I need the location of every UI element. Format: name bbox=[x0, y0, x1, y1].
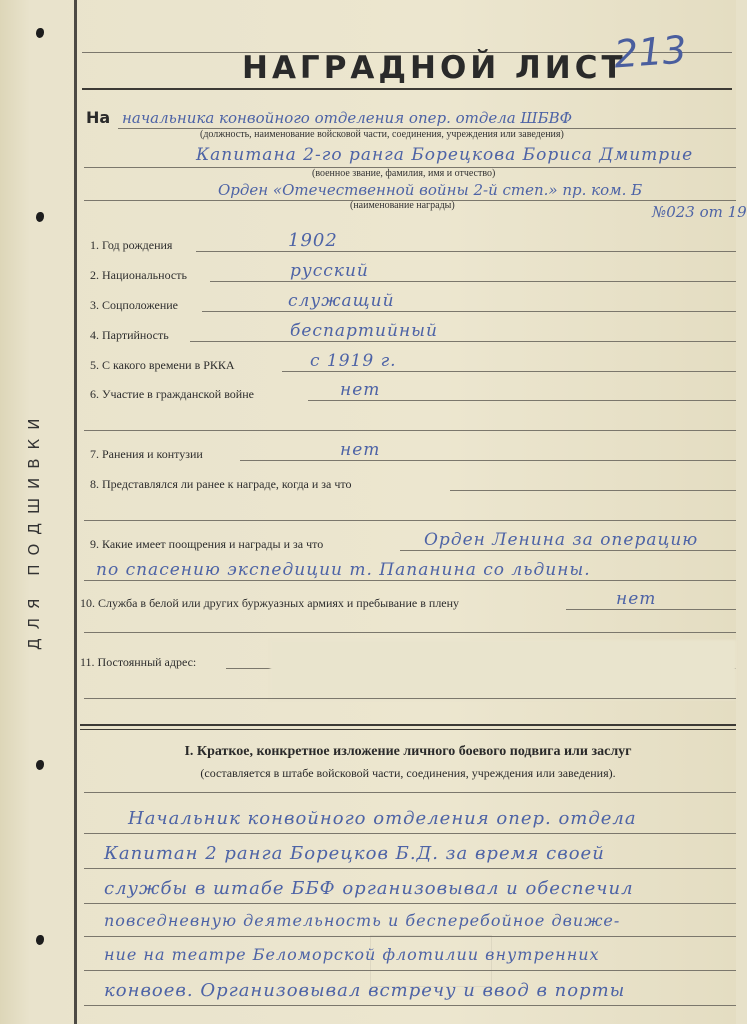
rule bbox=[84, 520, 736, 521]
recipient-position: начальника конвойного отделения опер. отдела ШБВФ bbox=[122, 109, 573, 127]
section-divider bbox=[80, 724, 736, 726]
field-label-white-army: 10. Служба в белой или других буржуазных армиях и пребывание в плену bbox=[80, 596, 460, 610]
rule bbox=[84, 970, 736, 971]
field-value-nationality: русский bbox=[290, 261, 369, 281]
field-value-social-status: служащий bbox=[288, 291, 395, 311]
rule bbox=[84, 1005, 736, 1006]
field-value-white-army: нет bbox=[616, 589, 657, 609]
narrative-line: повседневную деятельность и бесперебойное движе- bbox=[104, 911, 621, 930]
narrative-line: ние на театре Беломорской флотилии внутренних bbox=[104, 945, 600, 964]
field-value-rkka-since: с 1919 г. bbox=[310, 351, 397, 371]
field-label-previous-awards: 8. Представлялся ли ранее к награде, когда и за что bbox=[90, 477, 352, 491]
field-label-wounds: 7. Ранения и контузии bbox=[90, 447, 203, 461]
field-value-party: беспартийный bbox=[290, 321, 438, 341]
field-value-commendations: Орден Ленина за операцию bbox=[424, 530, 699, 550]
rule bbox=[400, 550, 736, 551]
rule bbox=[210, 281, 736, 282]
form-number: 213 bbox=[612, 27, 688, 77]
field-value-commendations-cont: по спасению экспедиции т. Папанина со льдины. bbox=[96, 560, 591, 580]
margin-note: ДЛЯ ПОДШИВКИ bbox=[25, 409, 43, 651]
section-divider bbox=[80, 729, 736, 730]
field-value-birth-year: 1902 bbox=[288, 230, 338, 251]
position-caption: (должность, наименование войсковой части, соединения, учреждения или заведения) bbox=[200, 129, 564, 140]
rule bbox=[202, 311, 736, 312]
redacted-address bbox=[270, 640, 736, 700]
rule bbox=[84, 632, 736, 633]
narrative-line: Начальник конвойного отделения опер. отдела bbox=[128, 808, 637, 829]
name-caption: (военное звание, фамилия, имя и отчество) bbox=[312, 168, 496, 179]
rule bbox=[84, 430, 736, 431]
rule bbox=[84, 868, 736, 869]
award-order-number: №023 от 19 bbox=[652, 203, 747, 221]
rule bbox=[84, 936, 736, 937]
rule bbox=[84, 580, 736, 581]
rule bbox=[84, 698, 736, 699]
rule bbox=[308, 400, 736, 401]
rule bbox=[240, 460, 736, 461]
narrative-line: службы в штабе ББФ организовывал и обеспечил bbox=[104, 878, 634, 899]
section-title: I. Краткое, конкретное изложение личного боевого подвига или заслуг bbox=[184, 744, 632, 759]
narrative-line: Капитан 2 ранга Борецков Б.Д. за время своей bbox=[104, 843, 605, 864]
field-label-rkka-since: 5. С какого времени в РККА bbox=[90, 358, 235, 372]
rule bbox=[196, 251, 736, 252]
header-bottom-rule bbox=[82, 88, 732, 90]
field-label-birth-year: 1. Год рождения bbox=[90, 238, 173, 252]
field-label-commendations: 9. Какие имеет поощрения и награды и за что bbox=[90, 537, 324, 551]
form-title: НАГРАДНОЙ ЛИСТ bbox=[242, 50, 627, 86]
section-subtitle: (составляется в штабе войсковой части, соединения, учреждения или заведения). bbox=[200, 766, 616, 780]
field-label-nationality: 2. Национальность bbox=[90, 268, 187, 282]
rule bbox=[282, 371, 736, 372]
recipient-prefix: На bbox=[86, 108, 111, 127]
rule bbox=[190, 341, 736, 342]
rule bbox=[84, 833, 736, 834]
rule bbox=[84, 792, 736, 793]
recipient-name: Капитана 2-го ранга Борецкова Бориса Дмитрие bbox=[196, 145, 694, 165]
award-caption: (наименование награды) bbox=[350, 200, 455, 211]
rule bbox=[566, 609, 736, 610]
field-label-party: 4. Партийность bbox=[90, 328, 169, 342]
margin-line bbox=[74, 0, 77, 1024]
field-value-wounds: нет bbox=[340, 440, 381, 460]
rule bbox=[450, 490, 736, 491]
field-value-civil-war: нет bbox=[340, 380, 381, 400]
field-label-social-status: 3. Соцположение bbox=[90, 298, 179, 312]
award-name: Орден «Отечественной войны 2-й степ.» пр. ком. Б bbox=[218, 181, 643, 199]
narrative-line: конвоев. Организовывал встречу и ввод в порты bbox=[104, 980, 626, 1001]
rule bbox=[84, 903, 736, 904]
field-label-civil-war: 6. Участие в гражданской войне bbox=[90, 387, 254, 401]
field-label-address: 11. Постоянный адрес: bbox=[80, 655, 197, 669]
